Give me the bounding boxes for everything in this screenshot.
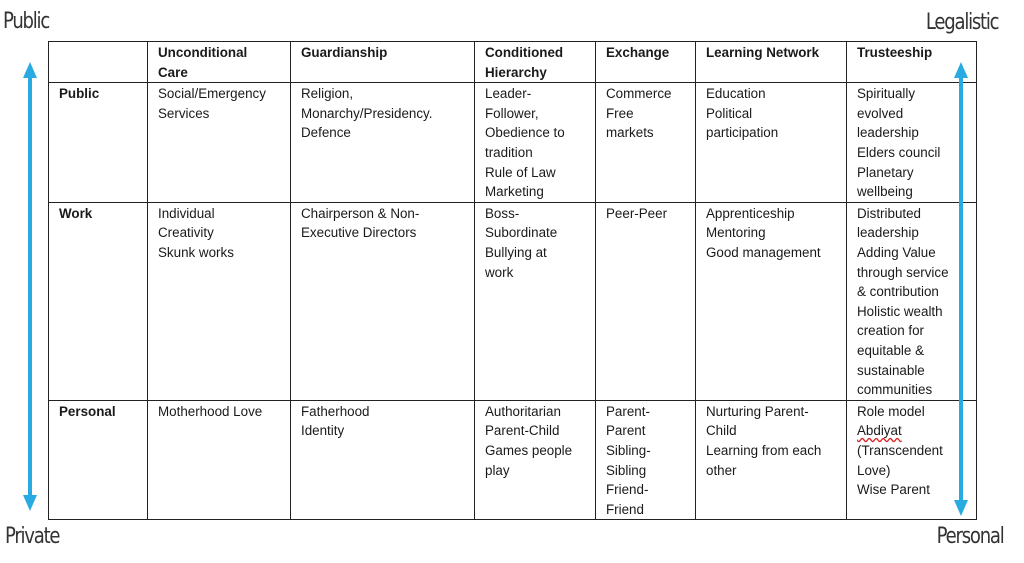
cell-line: Bullying at [485,244,547,260]
column-header [475,42,596,83]
cell-line: & contribution [857,284,939,300]
cell-line: Parent-Child [485,423,560,439]
cell-line: Learning from each [706,442,822,458]
cell-line: participation [706,125,779,141]
table-cell [475,202,596,400]
cell-line: (Transcendent [857,442,943,458]
table-row-work [49,202,977,400]
cell-line: Friend- [606,482,649,498]
cell-line: Identity [301,423,345,439]
cell-line: Skunk works [158,244,234,260]
left-double-arrow-icon [23,62,37,511]
cell-line: Fatherhood [301,403,370,419]
table-cell [148,400,291,520]
axis-label-personal: Personal [937,524,1004,549]
column-header-line: Trusteeship [857,45,933,60]
table-cell [847,202,977,400]
cell-line: through service [857,264,949,280]
cell-line: Executive Directors [301,225,417,241]
cell-line: Services [158,105,210,121]
table-cell [148,202,291,400]
column-header [596,42,696,83]
cell-line: Friend [606,501,644,517]
axis-label-public: Public [3,9,50,34]
column-header [847,42,977,83]
cell-line: Religion, [301,86,354,102]
row-header: Public [49,83,148,203]
cell-line: Games people [485,442,573,458]
cell-line: tradition [485,144,533,160]
table-cell [696,83,847,203]
cell-line: Authoritarian [485,403,561,419]
table-cell [475,400,596,520]
column-header-line: Conditioned [485,45,564,60]
cell-line: Holistic wealth [857,303,943,319]
table-cell [291,202,475,400]
column-header-line: Learning Network [706,45,820,60]
cell-line: Adding Value [857,244,936,260]
table-cell [148,83,291,203]
column-header-line: Unconditional [158,45,248,60]
column-header [291,42,475,83]
table-cell [475,83,596,203]
cell-line: Education [706,86,766,102]
cell-line: Wise Parent [857,482,930,498]
cell-line: sustainable [857,362,925,378]
cell-line: Elders council [857,144,941,160]
table-cell [596,202,696,400]
cell-line: Apprenticeship [706,205,795,221]
cell-line: Monarchy/Presidency. [301,105,433,121]
column-header-line: Care [158,64,188,80]
row-header: Personal [49,400,148,520]
row-header: Work [49,202,148,400]
column-header [696,42,847,83]
table-cell [291,83,475,203]
cell-line: Rule of Law [485,164,556,180]
cell-line: Nurturing Parent- [706,403,809,419]
cell-line: other [706,462,737,478]
cell-line: Sibling- [606,442,651,458]
cell-line: Obedience to [485,125,565,141]
cell-line: Defence [301,125,351,141]
cell-line: Follower, [485,105,539,121]
header-row [49,42,977,83]
cell-line: leadership [857,125,919,141]
table-cell [596,83,696,203]
relationship-matrix-table [48,41,977,520]
cell-line: Mentoring [706,225,766,241]
axis-label-private: Private [5,524,60,549]
cell-line: wellbeing [857,184,913,200]
table-cell [696,202,847,400]
cell-line: markets [606,125,654,141]
cell-line: leadership [857,225,919,241]
header-corner-cell [49,42,148,83]
cell-line: Leader- [485,86,532,102]
cell-line: Good management [706,244,821,260]
cell-line: equitable & [857,342,925,358]
cell-line: Parent [606,423,646,439]
table-cell [847,83,977,203]
cell-line: Political [706,105,753,121]
cell-line: creation for [857,323,924,339]
column-header-line: Exchange [606,45,670,60]
column-header [148,42,291,83]
cell-line: Social/Emergency [158,86,266,102]
cell-line: Love) [857,462,891,478]
table-row-public [49,83,977,203]
table-cell [596,400,696,520]
cell-line: Chairperson & Non- [301,205,420,221]
cell-line: Peer-Peer [606,205,668,221]
cell-line: Creativity [158,225,214,241]
cell-line: play [485,462,510,478]
cell-line: Motherhood Love [158,403,263,419]
table-cell [291,400,475,520]
cell-line: Boss- [485,205,520,221]
cell-line: communities [857,382,933,398]
cell-line: Spiritually [857,86,916,102]
table-row-personal [49,400,977,520]
cell-line: Commerce [606,86,672,102]
table-cell [696,400,847,520]
cell-line: Child [706,423,737,439]
cell-line: Parent- [606,403,650,419]
axis-label-legalistic: Legalistic [925,10,998,35]
cell-line: Role model [857,403,925,419]
cell-line: Marketing [485,184,544,200]
cell-line: Subordinate [485,225,558,241]
cell-line: work [485,264,514,280]
cell-line: Individual [158,205,215,221]
cell-line: Distributed [857,205,922,221]
table-cell [847,400,977,520]
spellcheck-flagged-word: Abdiyat [857,423,902,439]
cell-line: Planetary [857,164,914,180]
cell-line: Sibling [606,462,647,478]
cell-line: evolved [857,105,904,121]
column-header-line: Hierarchy [485,64,547,80]
cell-line: Free [606,105,634,121]
column-header-line: Guardianship [301,45,388,60]
